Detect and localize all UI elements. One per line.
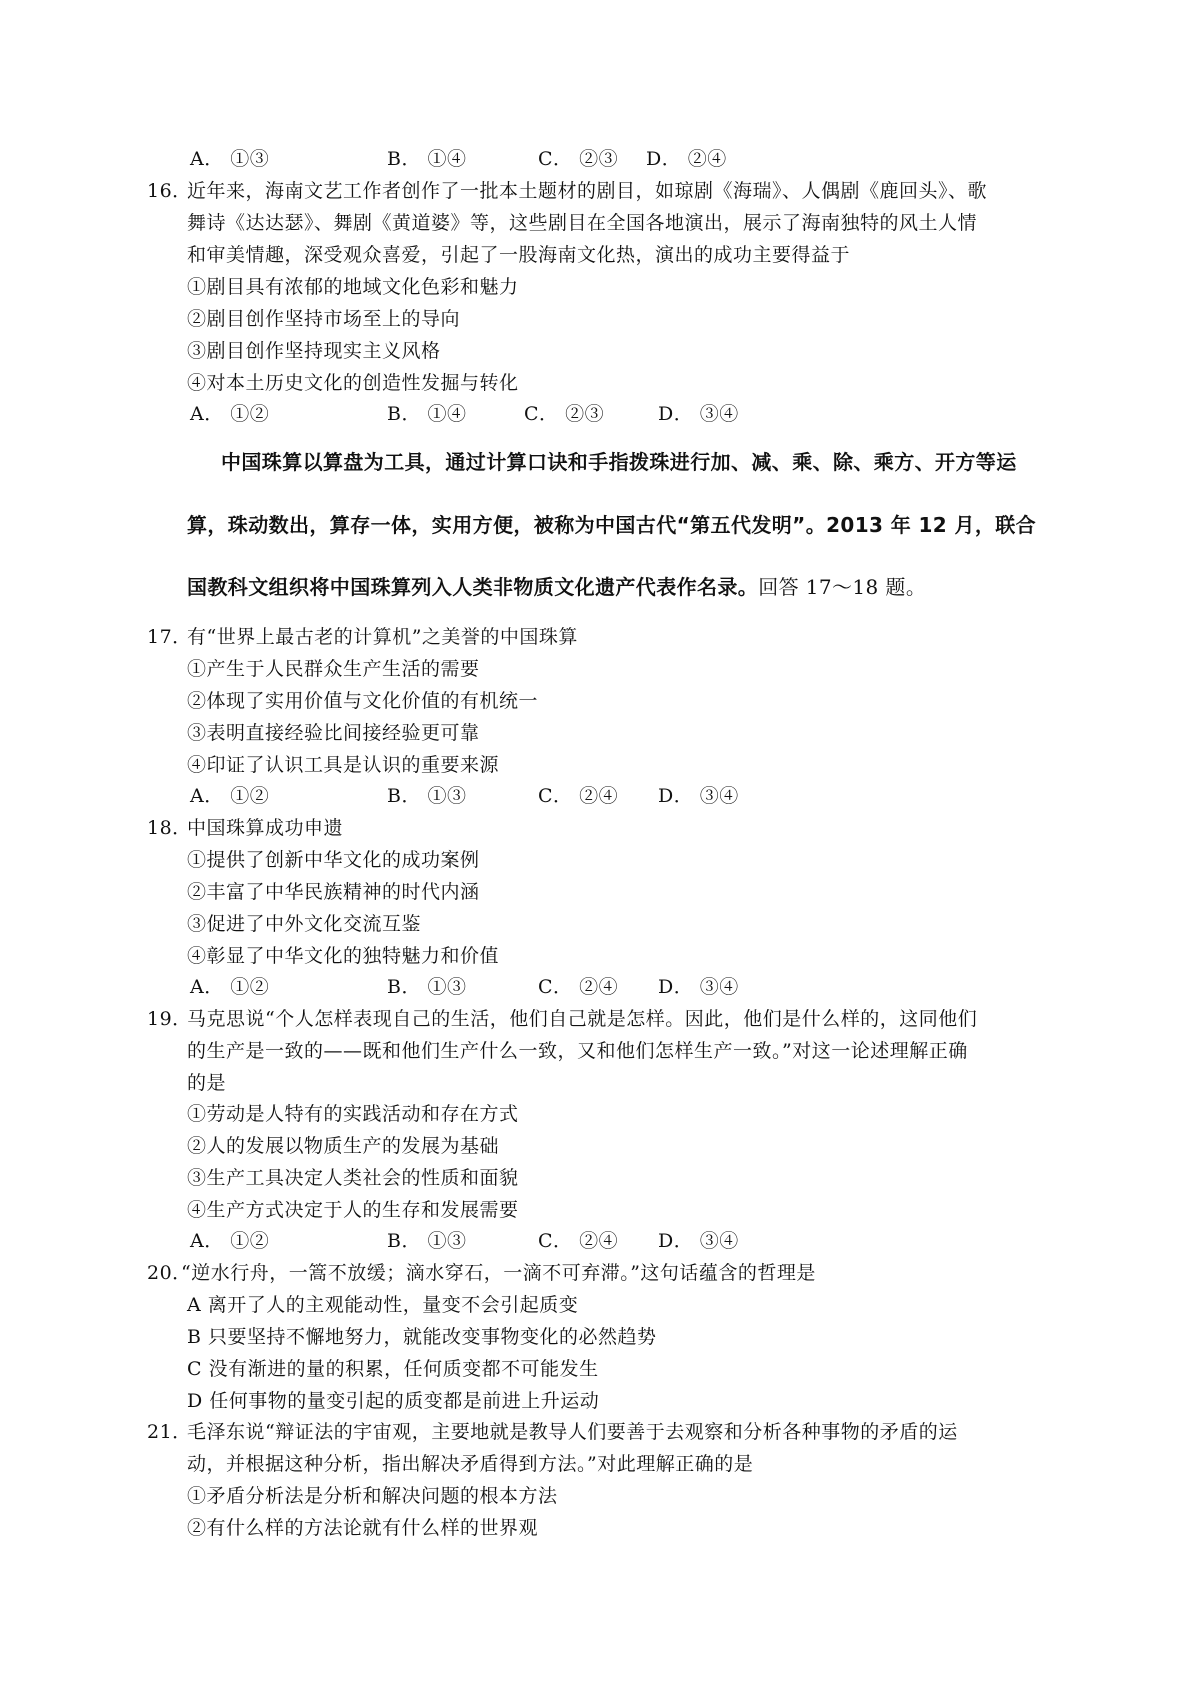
option-d: D． ③④ [658, 785, 739, 807]
option-a: A． ①② [190, 403, 270, 425]
q18-item: ③促进了中外文化交流互鉴 [187, 913, 422, 935]
q19-stem-line: 的是 [187, 1072, 227, 1094]
q20-option: A 离开了人的主观能动性，量变不会引起质变 [187, 1294, 579, 1316]
q16-item: ④对本土历史文化的创造性发掘与转化 [187, 372, 519, 394]
q16-stem-line: 和审美情趣，深受观众喜爱，引起了一股海南文化热，演出的成功主要得益于 [187, 244, 851, 266]
q21-stem-line: 毛泽东说“辩证法的宇宙观，主要地就是教导人们要善于去观察和分析各种事物的矛盾的运 [187, 1421, 958, 1443]
q16-item: ②剧目创作坚持市场至上的导向 [187, 308, 461, 330]
option-c: C． ②④ [538, 1230, 619, 1252]
q19-stem-line: 的生产是一致的——既和他们生产什么一致，又和他们怎样生产一致。”对这一论述理解正确 [187, 1040, 968, 1062]
q19-item: ④生产方式决定于人的生存和发展需要 [187, 1199, 519, 1221]
q20-number: 20． [147, 1262, 192, 1284]
q16-stem-line: 舞诗《达达瑟》、舞剧《黄道婆》等，这些剧目在全国各地演出，展示了海南独特的风土人情 [187, 212, 978, 234]
passage-line [187, 573, 926, 601]
q17-item: ②体现了实用价值与文化价值的有机统一 [187, 690, 539, 712]
option-b: B． ①③ [387, 1230, 467, 1252]
q16-item: ①剧目具有浓郁的地域文化色彩和魅力 [187, 276, 519, 298]
option-b: B． ①④ [387, 148, 467, 170]
passage-instruction: 回答 17～18 题。 [758, 575, 927, 599]
option-b: B． ①③ [387, 785, 467, 807]
q20-option: B 只要坚持不懈地努力，就能改变事物变化的必然趋势 [187, 1326, 657, 1348]
q18-item: ②丰富了中华民族精神的时代内涵 [187, 881, 480, 903]
q16-item: ③剧目创作坚持现实主义风格 [187, 340, 441, 362]
q21-item: ②有什么样的方法论就有什么样的世界观 [187, 1517, 539, 1539]
passage-line-text: 国教科文组织将中国珠算列入人类非物质文化遗产代表作名录。 [187, 575, 759, 599]
q17-item: ④印证了认识工具是认识的重要来源 [187, 754, 500, 776]
q18-item: ④彰显了中华文化的独特魅力和价值 [187, 945, 500, 967]
passage-line: 中国珠算以算盘为工具，通过计算口诀和手指拨珠进行加、减、乘、除、乘方、开方等运 [221, 450, 1017, 474]
q17-item: ③表明直接经验比间接经验更可靠 [187, 722, 480, 744]
option-c: C． ②④ [538, 976, 619, 998]
option-d: D． ③④ [658, 976, 739, 998]
q19-item: ③生产工具决定人类社会的性质和面貌 [187, 1167, 519, 1189]
option-b: B． ①④ [387, 403, 467, 425]
q21-item: ①矛盾分析法是分析和解决问题的根本方法 [187, 1485, 558, 1507]
q20-stem-line: “逆水行舟，一篙不放缓；滴水穿石，一滴不可弃滞。”这句话蕴含的哲理是 [181, 1262, 816, 1284]
q18-item: ①提供了创新中华文化的成功案例 [187, 849, 480, 871]
option-c: C． ②③ [538, 148, 619, 170]
q19-item: ②人的发展以物质生产的发展为基础 [187, 1135, 500, 1157]
passage-line: 算，珠动数出，算存一体，实用方便，被称为中国古代“第五代发明”。2013 年 12 月，联合 [187, 513, 1037, 537]
option-d: D． ③④ [658, 1230, 739, 1252]
q17-stem-line: 有“世界上最古老的计算机”之美誉的中国珠算 [187, 626, 578, 648]
option-a: A． ①③ [190, 148, 270, 170]
q17-item: ①产生于人民群众生产生活的需要 [187, 658, 480, 680]
option-c: C． ②③ [524, 403, 605, 425]
q20-option: D 任何事物的量变引起的质变都是前进上升运动 [187, 1390, 600, 1412]
option-d: D． ②④ [646, 148, 727, 170]
option-a: A． ①② [190, 785, 270, 807]
q21-stem-line: 动，并根据这种分析，指出解决矛盾得到方法。”对此理解正确的是 [187, 1453, 754, 1475]
q17-number: 17． [147, 626, 192, 648]
q18-number: 18． [147, 817, 192, 839]
q19-number: 19． [147, 1008, 192, 1030]
q19-item: ①劳动是人特有的实践活动和存在方式 [187, 1103, 519, 1125]
option-a: A． ①② [190, 976, 270, 998]
option-a: A． ①② [190, 1230, 270, 1252]
option-c: C． ②④ [538, 785, 619, 807]
q18-stem-line: 中国珠算成功申遗 [187, 817, 344, 839]
q21-number: 21． [147, 1421, 192, 1443]
q16-stem-line: 近年来，海南文艺工作者创作了一批本土题材的剧目，如琼剧《海瑞》、人偶剧《鹿回头》、歌 [187, 180, 988, 202]
option-b: B． ①③ [387, 976, 467, 998]
q20-option: C 没有渐进的量的积累，任何质变都不可能发生 [187, 1358, 599, 1380]
option-d: D． ③④ [658, 403, 739, 425]
q16-number: 16． [147, 180, 192, 202]
q19-stem-line: 马克思说“个人怎样表现自己的生活，他们自己就是怎样。因此，他们是什么样的，这同他们 [187, 1008, 978, 1030]
